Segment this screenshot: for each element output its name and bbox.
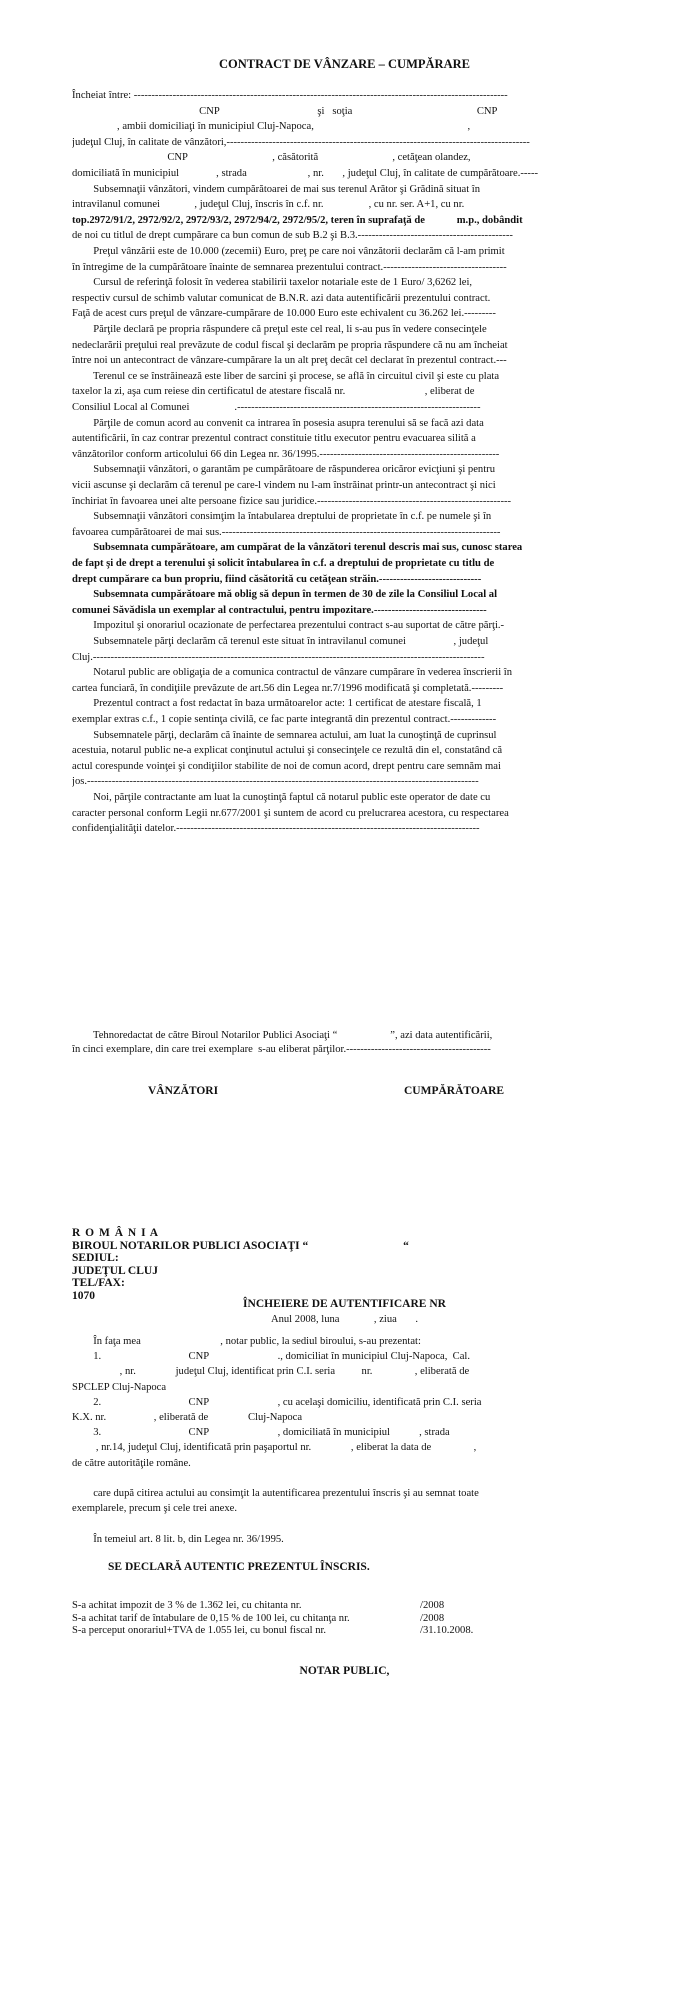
contract-line: exemplar extras c.f., 1 copie sentinţa civilă, ce fac parte integrantă din prezentul contract.------------- — [72, 714, 497, 725]
incheiere-line: , nr. judeţul Cluj, identificat prin C.I. seria nr. , eliberată de — [72, 1366, 470, 1378]
contract-line: Noi, părţile contractante am luat la cunoştinţă faptul că notarul public este operator de date cu — [72, 792, 491, 803]
contract-line: drept cumpărare ca bun propriu, fiind căsătorită cu cetăţean străin.----------------------------- — [72, 573, 482, 585]
contract-line: Subsemnaţii vânzători consimţim la întabularea dreptului de proprietate în c.f. pe numele şi în — [72, 511, 492, 523]
contract-line: Subsemnaţii vânzători, vindem cumpărătoarei de mai sus terenul Arător şi Grădină situat în — [72, 183, 481, 195]
tax-line: S-a perceput onorariul+TVA de 1.055 lei, cu bonul fiscal nr. — [72, 1625, 327, 1636]
contract-line: Consiliul Local al Comunei .--------------------------------------------------------------------- — [72, 402, 481, 413]
incheiere-line: 1. CNP ., domiciliat în municipiul Cluj-Napoca, Cal. — [72, 1351, 471, 1363]
contract-title: CONTRACT DE VÂNZARE – CUMPĂRARE — [219, 57, 470, 71]
contract-line: Cursul de referinţă folosit în vederea stabilirii taxelor notariale este de 1 Euro/ 3,6262 lei, — [72, 277, 473, 289]
incheiere-line: exemplarele, precum şi cele trei anexe. — [72, 1503, 237, 1515]
contract-line: top.2972/91/2, 2972/92/2, 2972/93/2, 2972/94/2, 2972/95/2, teren în suprafaţă de m.p., dobândit — [72, 214, 523, 226]
contract-line: autentificării, în caz contrar prezentul contract constituie titlu executor pentru evacuarea silită a — [72, 433, 476, 445]
contract-line: Subsemnata cumpărătoare mă oblig să depun în termen de 30 de zile la Consiliul Local al — [72, 589, 498, 601]
contract-line: vânzătorilor conform articolului 66 din Legea nr. 36/1995.--------------------------------------------------- — [72, 448, 500, 460]
incheiere-line: 3. CNP , domiciliată în municipiul , strada — [72, 1427, 450, 1439]
contract-line: comunei Săvădisla un exemplar al contractului, pentru impozitare.-------------------------------- — [72, 604, 487, 616]
incheiere-line: În temeiul art. 8 lit. b, din Legea nr. 36/1995. — [72, 1533, 284, 1545]
header-line: SEDIUL: — [72, 1252, 119, 1264]
incheiere-line: , nr.14, judeţul Cluj, identificată prin paşaportul nr. , eliberat la data de , — [72, 1442, 477, 1454]
contract-line: domiciliată în municipiul , strada , nr. , judeţul Cluj, în calitate de cumpărătoare.----- — [72, 168, 539, 179]
sellers-signature-label: VÂNZĂTORI — [148, 1085, 219, 1097]
incheiere-title: ÎNCHEIERE DE AUTENTIFICARE NR — [243, 1298, 446, 1310]
tax-line: S-a achitat impozit de 3 % de 1.362 lei, cu chitanta nr. — [72, 1600, 302, 1611]
contract-line: CNP şi soţia CNP — [72, 105, 498, 117]
contract-line: Părţile de comun acord au convenit ca intrarea în posesia asupra terenului să se facă azi data — [72, 417, 484, 429]
incheiere-line: de către autorităţile române. — [72, 1457, 191, 1469]
authentic-declaration: SE DECLARĂ AUTENTIC PREZENTUL ÎNSCRIS. — [108, 1561, 370, 1573]
contract-line: Terenul ce se înstrăinează este liber de sarcini şi procese, se află în circuitul civil şi este cu plata — [72, 370, 500, 382]
contract-line: de noi cu titlul de drept cumpărare ca bun comun de sub B.2 şi B.3.-------------------------------------------- — [72, 230, 513, 242]
contract-line: Prezentul contract a fost redactat în baza următoarelor acte: 1 certificat de atestare fiscală, 1 — [72, 698, 482, 710]
contract-line: Faţă de acest curs preţul de vânzare-cumpărare de 10.000 Euro este echivalent cu 36.262 lei.--------- — [72, 308, 496, 320]
header-line: TEL/FAX: — [72, 1277, 125, 1289]
contract-line: închiriat în favoarea unei alte persoane fizice sau juridice.------------------------------------------------------- — [72, 495, 512, 507]
incheiere-line: SPCLEP Cluj-Napoca — [72, 1381, 167, 1393]
tax-line: S-a achitat tarif de întabulare de 0,15 % de 100 lei, cu chitanţa nr. — [72, 1612, 350, 1624]
contract-line: taxelor la zi, aşa cum reiese din certificatul de atestare fiscală nr. , eliberat de — [72, 386, 475, 398]
authentication-page — [0, 1000, 689, 2000]
contract-line: Preţul vânzării este de 10.000 (zecemii) Euro, preţ pe care noi vânzătorii declarăm că l-am primit — [72, 246, 505, 257]
incheiere-line: 2. CNP , cu acelaşi domiciliu, identificată prin C.I. seria — [72, 1396, 482, 1408]
header-line: 1070 — [72, 1289, 95, 1302]
tax-receipt-ref: /2008 — [420, 1600, 445, 1611]
contract-line: CNP , căsătorită , cetăţean olandez, — [72, 152, 471, 164]
tehnoredactat-line-1: Tehnoredactat de către Biroul Notarilor Publici Asociaţi “ ”, azi data autentificării, — [72, 1030, 493, 1041]
header-line: R O M Â N I A — [72, 1227, 160, 1239]
contract-line: Subsemnata cumpărătoare, am cumpărat de la vânzători terenul descris mai sus, cunosc starea — [72, 542, 523, 554]
contract-line: vicii ascunse şi declarăm că terenul pe care-l vindem nu l-am înstrăinat printr-un antecontract şi nici — [72, 480, 496, 491]
contract-line: jos.--------------------------------------------------------------------------------------------------------------- — [72, 776, 479, 788]
contract-line: Părţile declară pe propria răspundere că preţul este cel real, li s-au pus în vedere consecinţele — [72, 324, 487, 335]
contract-line: de fapt şi de drept a terenului şi solicit întabularea în c.f. a dreptului de proprietate cu titlu de — [72, 558, 495, 569]
contract-line: nedeclarării preţului real prevăzute de codul fiscal şi declarăm pe propria răspundere că nu am încheiat — [72, 339, 508, 351]
contract-page — [0, 0, 689, 930]
header-line: BIROUL NOTARILOR PUBLICI ASOCIAŢI “ “ — [72, 1239, 409, 1252]
contract-line: respectiv cursul de schimb valutar comunicat de B.N.R. azi data autentificării prezentului contract. — [72, 292, 491, 304]
contract-line: Încheiat între: ---------------------------------------------------------------------------------------------------------- — [72, 90, 508, 101]
header-line: JUDEŢUL CLUJ — [72, 1264, 158, 1277]
incheiere-line: În faţa mea , notar public, la sediul biroului, s-au prezentat: — [72, 1336, 421, 1347]
contract-line: în întregime de la cumpărătoare înainte de semnarea prezentului contract.----------------------------------- — [72, 261, 507, 273]
contract-line: favoarea cumpărătoarei de mai sus.------------------------------------------------------------------------------- — [72, 526, 501, 538]
contract-line: Cluj.--------------------------------------------------------------------------------------------------------------- — [72, 651, 485, 663]
contract-line: intravilanul comunei , judeţul Cluj, înscris în c.f. nr. , cu nr. ser. A+1, cu nr. — [72, 199, 465, 211]
tehnoredactat-line-2: în cinci exemplare, din care trei exemplare s-au eliberat părţilor.----------------------------------------- — [72, 1044, 491, 1055]
incheiere-line: care după citirea actului au consimţit la autentificarea prezentului înscris şi au semnat toate — [72, 1488, 479, 1499]
contract-line: caracter personal conform Legii nr.677/2001 şi suntem de acord cu prelucrarea acestora, cu respectarea — [72, 807, 509, 819]
contract-line: Subsemnatele părţi, declarăm că înainte de semnarea actului, am luat la cunoştinţă de cuprinsul — [72, 729, 497, 741]
notary-signature-label: NOTAR PUBLIC, — [299, 1665, 390, 1677]
tax-receipt-ref: /31.10.2008. — [420, 1625, 474, 1636]
contract-line: judeţul Cluj, în calitate de vânzători,-------------------------------------------------------------------------------------- — [72, 136, 530, 148]
contract-line: Impozitul şi onorariul ocazionate de perfectarea prezentului contract s-au suportat de către părţi.- — [72, 620, 505, 632]
incheiere-line: K.X. nr. , eliberată de Cluj-Napoca — [72, 1412, 303, 1423]
contract-line: acestuia, notarul public ne-a explicat conţinutul actului şi consecinţele ce rezultă din el, constatând că — [72, 745, 503, 757]
contract-line: Subsemnaţii vânzători, o garantăm pe cumpărătoare de răspunderea oricăror evicţiuni şi pentru — [72, 464, 495, 476]
contract-line: cartea funciară, în condiţiile prevăzute de art.56 din Legea nr.7/1996 modificată şi completată.--------- — [72, 682, 504, 694]
contract-line: actul corespunde voinţei şi condiţiilor stabilite de noi de comun acord, drept pentru care semnăm mai — [72, 760, 501, 772]
contract-line: , ambii domiciliaţi în municipiul Cluj-Napoca, , — [72, 121, 471, 133]
buyer-signature-label: CUMPĂRĂTOARE — [404, 1085, 505, 1097]
tax-receipt-ref: /2008 — [420, 1612, 445, 1624]
incheiere-date: Anul 2008, luna , ziua . — [270, 1314, 419, 1325]
contract-line: Subsemnatele părţi declarăm că terenul este situat în intravilanul comunei , judeţul — [72, 636, 489, 647]
contract-line: confidenţialităţii datelor.-------------------------------------------------------------------------------------- — [72, 823, 480, 835]
contract-line: între noi un antecontract de vânzare-cumpărare la un alt preţ decât cel declarat în prezentul contract.--- — [72, 355, 507, 367]
contract-line: Notarul public are obligaţia de a comunica contractul de vânzare cumpărare în vederea înscrierii în — [72, 667, 513, 679]
